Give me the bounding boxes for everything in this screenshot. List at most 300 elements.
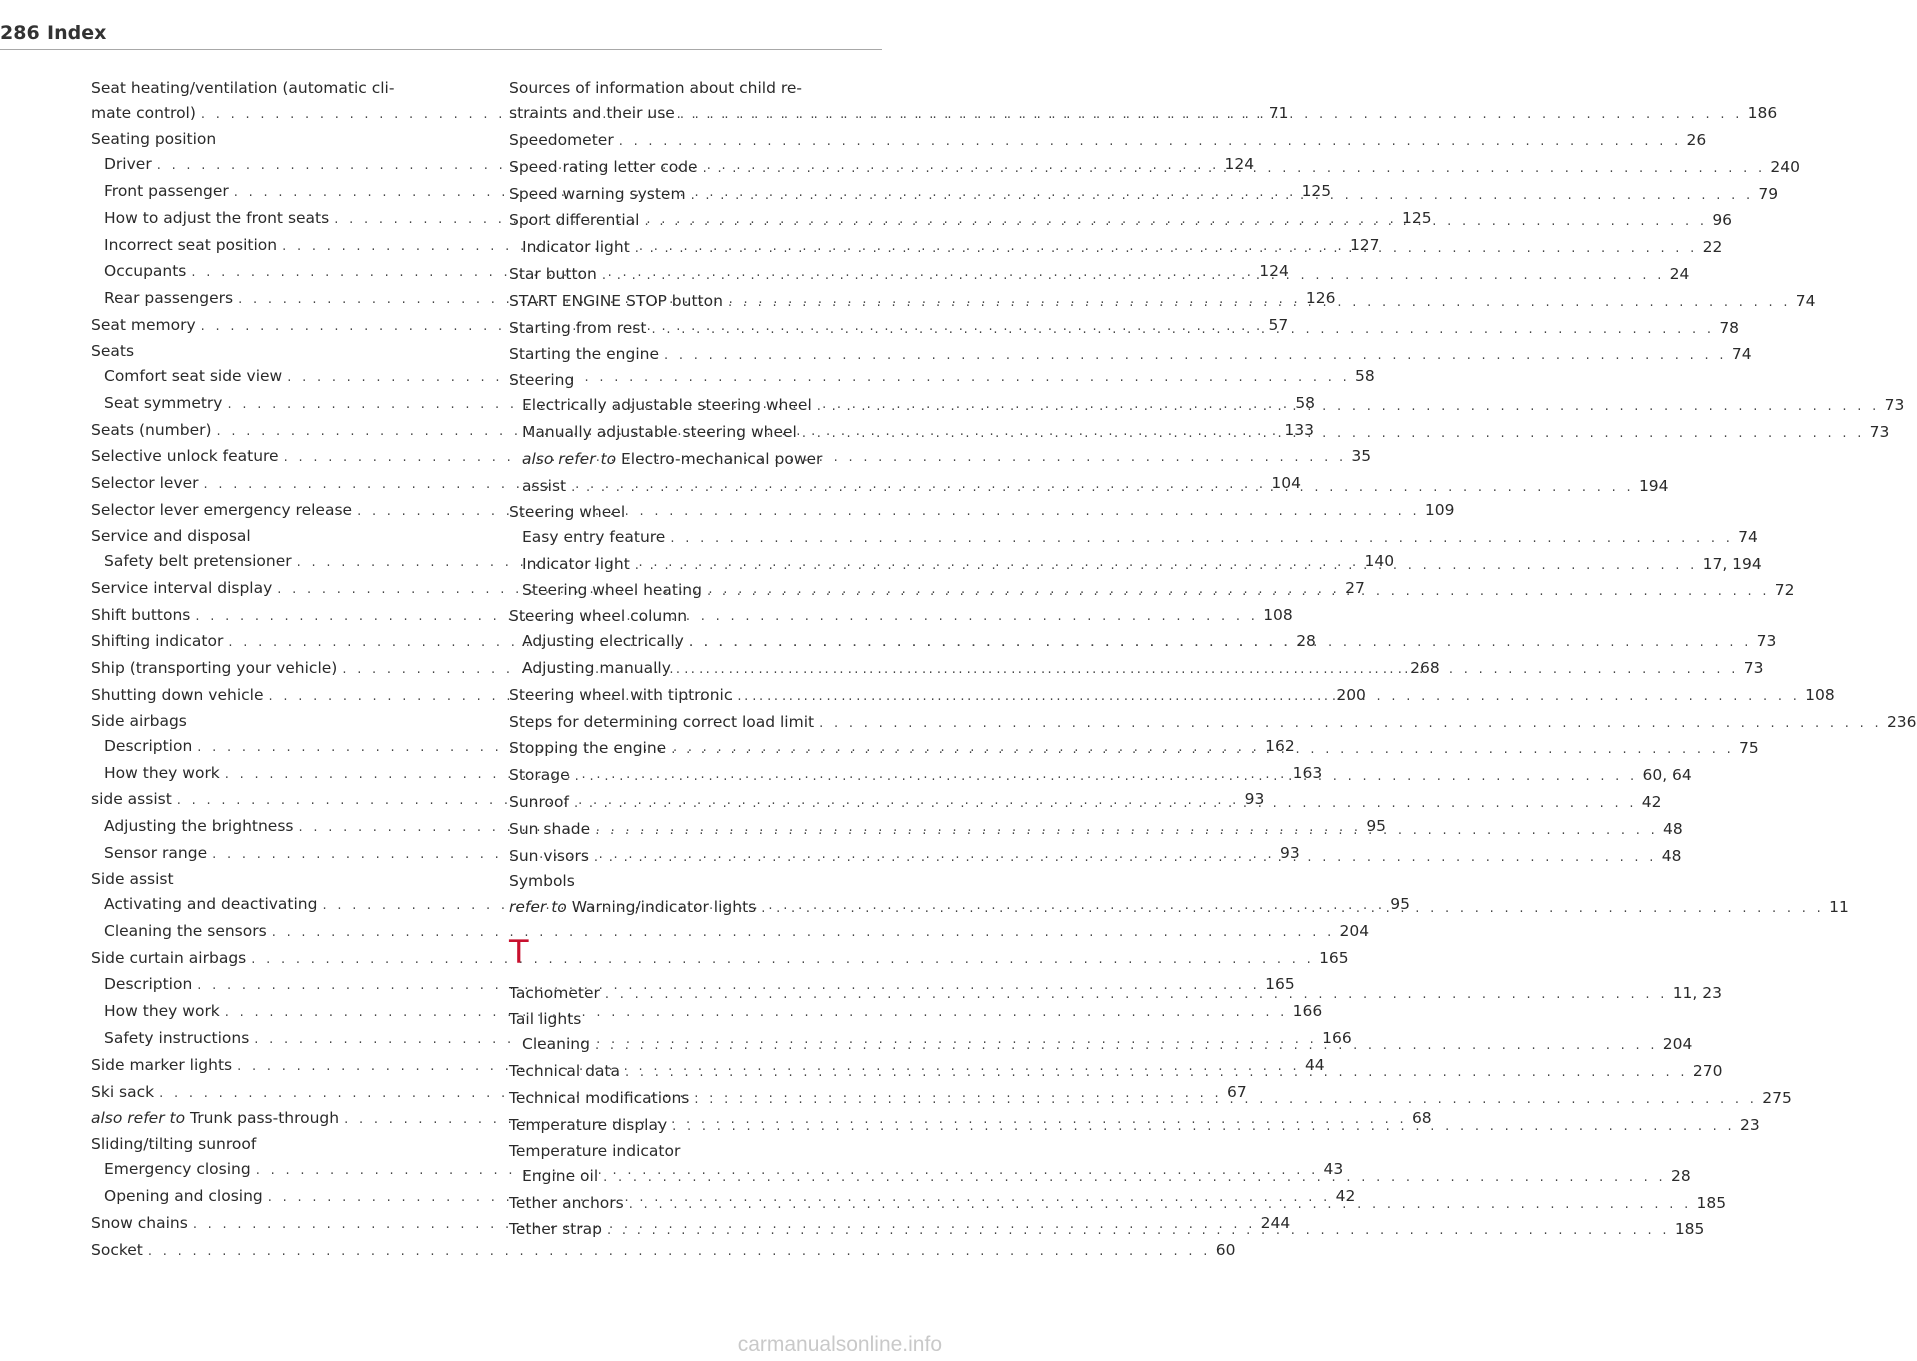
entry-label <box>509 1007 882 1031</box>
leader-dots <box>703 156 1766 183</box>
entry-label <box>509 207 639 234</box>
entry-text: Incorrect seat position <box>104 235 278 254</box>
entry-text: Tail lights <box>509 1010 582 1029</box>
entry-label <box>509 154 698 181</box>
entry-label <box>509 288 723 315</box>
leader-dots <box>802 421 1865 448</box>
index-entry <box>509 1007 882 1031</box>
entry-label <box>509 76 882 100</box>
entry-label <box>509 315 646 342</box>
entry-text: How they work <box>104 763 220 782</box>
leader-dots <box>664 343 1727 370</box>
leader-dots <box>595 1033 1658 1060</box>
entry-text: Safety instructions <box>104 1029 250 1048</box>
entry-text: Seat heating/ventilation (automatic cli- <box>91 79 395 97</box>
page-reference: 73 <box>1743 659 1764 678</box>
entry-label <box>104 548 292 575</box>
page-reference: 133 <box>1284 420 1314 439</box>
leader-dots <box>629 1192 1692 1219</box>
entry-text: Ship (transporting your vehicle) <box>91 659 338 678</box>
page-reference: 166 <box>1292 1002 1323 1021</box>
entry-label <box>522 628 684 655</box>
entry-label <box>91 443 279 470</box>
entry-text: Front passenger <box>104 181 229 200</box>
entry-label <box>509 341 659 368</box>
page-reference: 186 <box>1747 104 1778 123</box>
entry-label <box>522 577 702 604</box>
leader-dots <box>672 1114 1735 1141</box>
entry-label <box>509 709 814 736</box>
entry-label <box>91 417 212 444</box>
entry-text: Description <box>104 736 193 755</box>
entry-text: Side airbags <box>91 711 187 730</box>
page-reference: 162 <box>1265 736 1295 755</box>
entry-text: Speedometer <box>509 130 614 149</box>
entry-label <box>509 1216 602 1243</box>
entry-label <box>91 1105 339 1132</box>
entry-label <box>522 1031 590 1058</box>
page-reference: 11, 23 <box>1672 984 1722 1003</box>
index-entry <box>509 368 882 392</box>
page-reference: 275 <box>1762 1089 1792 1108</box>
entry-text: Sensor range <box>104 844 208 863</box>
page-reference: 95 <box>1366 817 1387 836</box>
page-reference: 124 <box>1224 155 1255 174</box>
entry-text: Shutting down vehicle <box>91 685 264 704</box>
entry-text: Sources of information about child re- <box>509 79 803 97</box>
leader-dots <box>728 290 1791 317</box>
leader-dots <box>619 129 1682 156</box>
entry-label <box>509 181 686 208</box>
leader-dots <box>651 317 1714 344</box>
page-reference: 17, 194 <box>1702 554 1762 573</box>
entry-label <box>104 258 186 285</box>
page-reference: 163 <box>1292 763 1323 782</box>
page-reference: 185 <box>1674 1220 1705 1239</box>
page-reference: 71 <box>1268 104 1289 123</box>
entry-text: Speed rating letter code <box>509 157 698 176</box>
leader-dots <box>676 657 1739 684</box>
entry-text: Technical modifications <box>509 1089 690 1108</box>
page-reference: 194 <box>1638 476 1669 495</box>
entry-text: Star button <box>509 264 597 283</box>
entry-text: Ski sack <box>91 1082 155 1101</box>
entry-text: Side assist <box>91 869 174 888</box>
page-reference: 165 <box>1265 975 1295 994</box>
page-reference: 127 <box>1349 235 1380 254</box>
leader-dots <box>635 236 1698 263</box>
index-entry <box>509 127 1707 154</box>
page-reference: 60, 64 <box>1642 766 1692 785</box>
entry-text: assist <box>522 476 567 495</box>
entry-text: Description <box>104 975 193 994</box>
entry-label <box>509 100 675 127</box>
entry-text: Steering wheel column <box>509 607 688 626</box>
index-entry <box>91 867 464 891</box>
entry-label <box>104 998 220 1025</box>
entry-label <box>91 1132 464 1156</box>
entry-label <box>91 100 196 127</box>
entry-text: Socket <box>91 1240 143 1259</box>
entry-text: START ENGINE STOP button <box>509 291 723 310</box>
page-reference: 24 <box>1669 264 1690 283</box>
entry-text: Selective unlock feature <box>91 447 279 466</box>
entry-text: straints and their use <box>509 104 675 123</box>
entry-text: mate control) <box>91 104 196 123</box>
index-entry <box>509 604 882 628</box>
page-reference: 96 <box>1712 211 1733 230</box>
entry-label <box>104 363 282 390</box>
entry-text: Trunk pass-through <box>190 1109 340 1128</box>
entry-label <box>522 551 630 578</box>
page-reference: 240 <box>1770 157 1800 176</box>
entry-label <box>91 602 190 629</box>
entry-label <box>522 392 812 419</box>
entry-text: Driver <box>104 155 152 174</box>
leader-dots <box>761 896 1824 923</box>
entry-text: Seat symmetry <box>104 393 223 412</box>
entry-text: Technical data <box>509 1062 621 1081</box>
entry-text: Occupants <box>104 262 187 281</box>
page-reference: 22 <box>1702 238 1723 257</box>
index-entry <box>509 341 1752 368</box>
entry-text: Tether strap <box>509 1220 602 1239</box>
entry-label <box>104 840 207 867</box>
entry-text: Side marker lights <box>91 1055 233 1074</box>
entry-text: Starting from rest <box>509 318 647 337</box>
entry-text: Sliding/tilting sunroof <box>91 1135 257 1154</box>
entry-text: Service and disposal <box>91 526 251 545</box>
entry-label <box>91 1237 143 1264</box>
page-reference: 11 <box>1829 897 1849 916</box>
entry-text: Seats <box>91 341 135 360</box>
page-reference: 270 <box>1692 1062 1723 1081</box>
index-entry <box>509 709 1917 736</box>
entry-label <box>91 127 464 151</box>
entry-label <box>509 762 570 789</box>
entry-label <box>91 524 464 548</box>
entry-label <box>509 500 882 524</box>
entry-label <box>91 682 264 709</box>
leader-dots <box>707 579 1770 606</box>
entry-label <box>509 368 882 392</box>
page-title: Index <box>47 22 107 44</box>
entry-text: Emergency closing <box>104 1160 251 1179</box>
leader-dots <box>689 630 1752 657</box>
entry-label <box>91 945 246 972</box>
page-reference: 140 <box>1364 551 1395 570</box>
leader-dots <box>574 791 1637 818</box>
entry-label <box>104 813 293 840</box>
watermark: carmanualsonline.info <box>737 1333 942 1356</box>
entry-label <box>104 151 152 178</box>
entry-text: Sun visors <box>509 846 589 865</box>
entry-text: Safety belt pretensioner <box>104 551 292 570</box>
page-reference: 28 <box>1670 1166 1691 1185</box>
page-reference: 26 <box>1686 130 1707 149</box>
page-reference: 74 <box>1731 345 1752 364</box>
entry-text: Seat memory <box>91 315 196 334</box>
entry-text: Cleaning <box>522 1035 590 1054</box>
page-reference: 58 <box>1295 393 1316 412</box>
entry-label <box>509 682 732 709</box>
entry-text: Engine oil <box>522 1166 599 1185</box>
page-reference: 93 <box>1244 790 1265 809</box>
entry-text: Temperature indicator <box>509 1141 681 1160</box>
index-subentry <box>91 918 1370 945</box>
page-reference: 58 <box>1355 366 1375 385</box>
page-reference: 27 <box>1345 578 1365 597</box>
page-reference: 200 <box>1336 685 1366 704</box>
entry-label <box>91 76 464 100</box>
page-reference: 73 <box>1884 396 1905 415</box>
page-reference: 57 <box>1268 315 1289 334</box>
entry-text: Shift buttons <box>91 605 191 624</box>
entry-label <box>509 261 597 288</box>
cross-ref-marker: also refer to <box>91 1109 186 1128</box>
page-reference: 48 <box>1661 846 1682 865</box>
page-reference: 244 <box>1260 1214 1291 1232</box>
entry-text: Service interval display <box>91 578 273 597</box>
page-reference: 124 <box>1259 262 1289 281</box>
leader-dots <box>605 982 1668 1009</box>
header-rule <box>0 49 882 50</box>
entry-text: Steering wheel <box>509 502 626 521</box>
entry-label <box>91 1079 154 1106</box>
leader-dots <box>575 764 1638 791</box>
leader-dots <box>819 711 1882 738</box>
page-reference: 23 <box>1739 1115 1760 1134</box>
entry-text: Steering wheel heating <box>522 581 702 600</box>
page-reference: 93 <box>1279 844 1300 863</box>
entry-text: Warning/indicator lights <box>571 897 757 916</box>
entry-text: Shifting indicator <box>91 632 224 651</box>
page-reference: 109 <box>1424 500 1455 519</box>
entry-text: Selector lever <box>91 474 199 493</box>
section-letter: T <box>509 933 529 972</box>
entry-text: Activating and deactivating <box>104 895 318 914</box>
entry-label <box>104 891 317 918</box>
entry-label <box>509 894 756 921</box>
entry-text: Tachometer <box>509 984 600 1003</box>
entry-label <box>509 843 589 870</box>
page-reference: 74 <box>1738 527 1758 546</box>
leader-dots <box>694 1087 1757 1114</box>
page-reference: 73 <box>1756 632 1777 651</box>
page-reference: 74 <box>1795 291 1816 310</box>
entry-text: Electro-mechanical power <box>621 449 823 468</box>
entry-text: Indicator light <box>522 554 630 573</box>
entry-label <box>509 604 882 628</box>
entry-label <box>522 473 566 500</box>
entry-label <box>91 786 172 813</box>
leader-dots <box>817 394 1880 421</box>
entry-label <box>91 867 464 891</box>
entry-text: Tether anchors <box>509 1193 624 1212</box>
page-reference: 108 <box>1263 605 1293 624</box>
entry-label <box>104 1025 249 1052</box>
entry-label <box>104 918 267 945</box>
index-entry <box>91 524 464 548</box>
index-entry <box>509 500 882 524</box>
page-reference: 42 <box>1641 793 1662 812</box>
entry-text: Temperature display <box>509 1115 668 1134</box>
entry-text: Steps for determining correct load limit <box>509 712 815 731</box>
index-entry <box>91 76 464 100</box>
entry-label <box>91 575 272 602</box>
page-reference: 126 <box>1305 289 1336 308</box>
entry-label <box>509 735 666 762</box>
page-reference: 68 <box>1411 1109 1432 1128</box>
entry-label <box>104 285 233 312</box>
index-entry <box>91 127 464 151</box>
entry-label <box>509 980 600 1007</box>
page-reference: 236 <box>1886 712 1917 731</box>
entry-text: Indicator light <box>522 238 630 257</box>
page-reference: 165 <box>1319 948 1349 967</box>
entry-label <box>509 1112 667 1139</box>
entry-label <box>104 760 220 787</box>
index-entry <box>91 1132 464 1156</box>
page-reference: 79 <box>1758 184 1779 203</box>
entry-text: How they work <box>104 1002 220 1021</box>
page-reference: 204 <box>1339 921 1370 940</box>
leader-dots <box>595 818 1658 845</box>
index-subentry <box>509 524 1758 551</box>
entry-text: Speed warning system <box>509 184 686 203</box>
leader-dots <box>602 263 1665 290</box>
index-entry <box>91 1237 1236 1264</box>
page-reference: 95 <box>1390 895 1411 914</box>
entry-text: Adjusting the brightness <box>104 817 294 836</box>
leader-dots <box>680 102 1743 129</box>
cross-ref-marker: also refer to <box>522 449 617 468</box>
entry-label <box>509 816 590 843</box>
page-reference: 48 <box>1663 819 1683 838</box>
entry-text: Manually adjustable steering wheel <box>522 423 797 442</box>
leader-dots <box>571 475 1634 502</box>
entry-text: How to adjust the front seats <box>104 208 330 227</box>
entry-label <box>522 1163 598 1190</box>
page-number: 286 <box>0 22 40 44</box>
entry-text: Easy entry feature <box>522 527 666 546</box>
page-reference: 60 <box>1215 1240 1236 1259</box>
entry-text: Sun shade <box>509 819 591 838</box>
entry-label <box>91 470 199 497</box>
entry-text: Storage <box>509 766 570 785</box>
entry-label <box>104 733 192 760</box>
entry-label <box>91 312 196 339</box>
entry-label <box>522 655 671 682</box>
index-entry <box>509 76 882 100</box>
leader-dots <box>644 209 1707 236</box>
page-reference: 44 <box>1304 1055 1325 1074</box>
entry-label <box>91 655 337 682</box>
entry-label <box>522 419 797 446</box>
entry-text: Electrically adjustable steering wheel <box>522 396 812 415</box>
page-reference: 28 <box>1296 632 1316 651</box>
leader-dots <box>603 1165 1666 1192</box>
page-reference: 35 <box>1351 447 1372 466</box>
entry-label <box>509 1085 689 1112</box>
entry-label <box>509 1139 882 1163</box>
page-reference: 75 <box>1739 739 1759 758</box>
entry-text: Snow chains <box>91 1214 188 1232</box>
entry-label <box>522 524 665 551</box>
leader-dots <box>607 1218 1670 1245</box>
leader-dots <box>594 845 1657 872</box>
entry-label <box>104 1183 263 1210</box>
index-subentry <box>509 446 882 473</box>
index-entry <box>509 1139 882 1163</box>
entry-label <box>509 127 614 154</box>
leader-dots <box>691 183 1754 210</box>
entry-text: Rear passengers <box>104 289 234 308</box>
entry-text: Cleaning the sensors <box>104 921 267 940</box>
page-reference: 42 <box>1335 1187 1356 1206</box>
entry-text: Steering wheel with tiptronic <box>509 685 733 704</box>
page-reference: 43 <box>1323 1160 1344 1179</box>
page-header <box>0 22 882 50</box>
entry-text: Selector lever emergency release <box>91 500 353 519</box>
entry-label <box>509 1190 624 1217</box>
entry-label <box>91 1052 232 1079</box>
leader-dots <box>670 526 1733 553</box>
page-reference: 104 <box>1271 474 1301 493</box>
entry-label <box>91 628 223 655</box>
page-reference: 78 <box>1719 318 1740 337</box>
entry-text: Steering <box>509 371 575 390</box>
entry-text: Seating position <box>91 129 217 148</box>
entry-text: side assist <box>91 790 172 809</box>
entry-label <box>104 390 222 417</box>
entry-label <box>91 1210 188 1237</box>
entry-text: Adjusting manually <box>522 659 671 678</box>
entry-text: Seats (number) <box>91 420 212 439</box>
entry-label <box>522 446 882 473</box>
entry-label <box>91 339 464 363</box>
page-reference: 166 <box>1322 1029 1352 1048</box>
leader-dots <box>671 737 1734 764</box>
entry-label <box>509 789 569 816</box>
entry-text: Symbols <box>509 872 575 891</box>
page-reference: 125 <box>1301 181 1332 200</box>
index-entry <box>91 709 464 733</box>
entry-label <box>509 869 882 893</box>
entry-text: Adjusting electrically <box>522 632 684 651</box>
index-entry <box>509 869 882 893</box>
entry-label <box>104 1156 251 1183</box>
entry-text: Side curtain airbags <box>91 948 247 967</box>
entry-text: Stopping the engine <box>509 739 667 758</box>
page-reference: 67 <box>1226 1082 1247 1101</box>
entry-text: Starting the engine <box>509 345 659 364</box>
page-reference: 108 <box>1805 685 1835 704</box>
page-reference: 268 <box>1410 659 1440 678</box>
index-entry <box>91 945 1349 972</box>
page-reference: 125 <box>1402 208 1432 227</box>
leader-dots <box>737 684 1800 711</box>
entry-text: Sunroof <box>509 793 569 812</box>
entry-label <box>509 1058 620 1085</box>
leader-dots <box>635 553 1698 580</box>
entry-label <box>91 497 352 524</box>
cross-ref-marker: refer to <box>509 897 567 916</box>
page-reference: 73 <box>1869 423 1890 442</box>
index-entry <box>91 339 464 363</box>
entry-label <box>104 971 192 998</box>
leader-dots <box>625 1060 1688 1087</box>
